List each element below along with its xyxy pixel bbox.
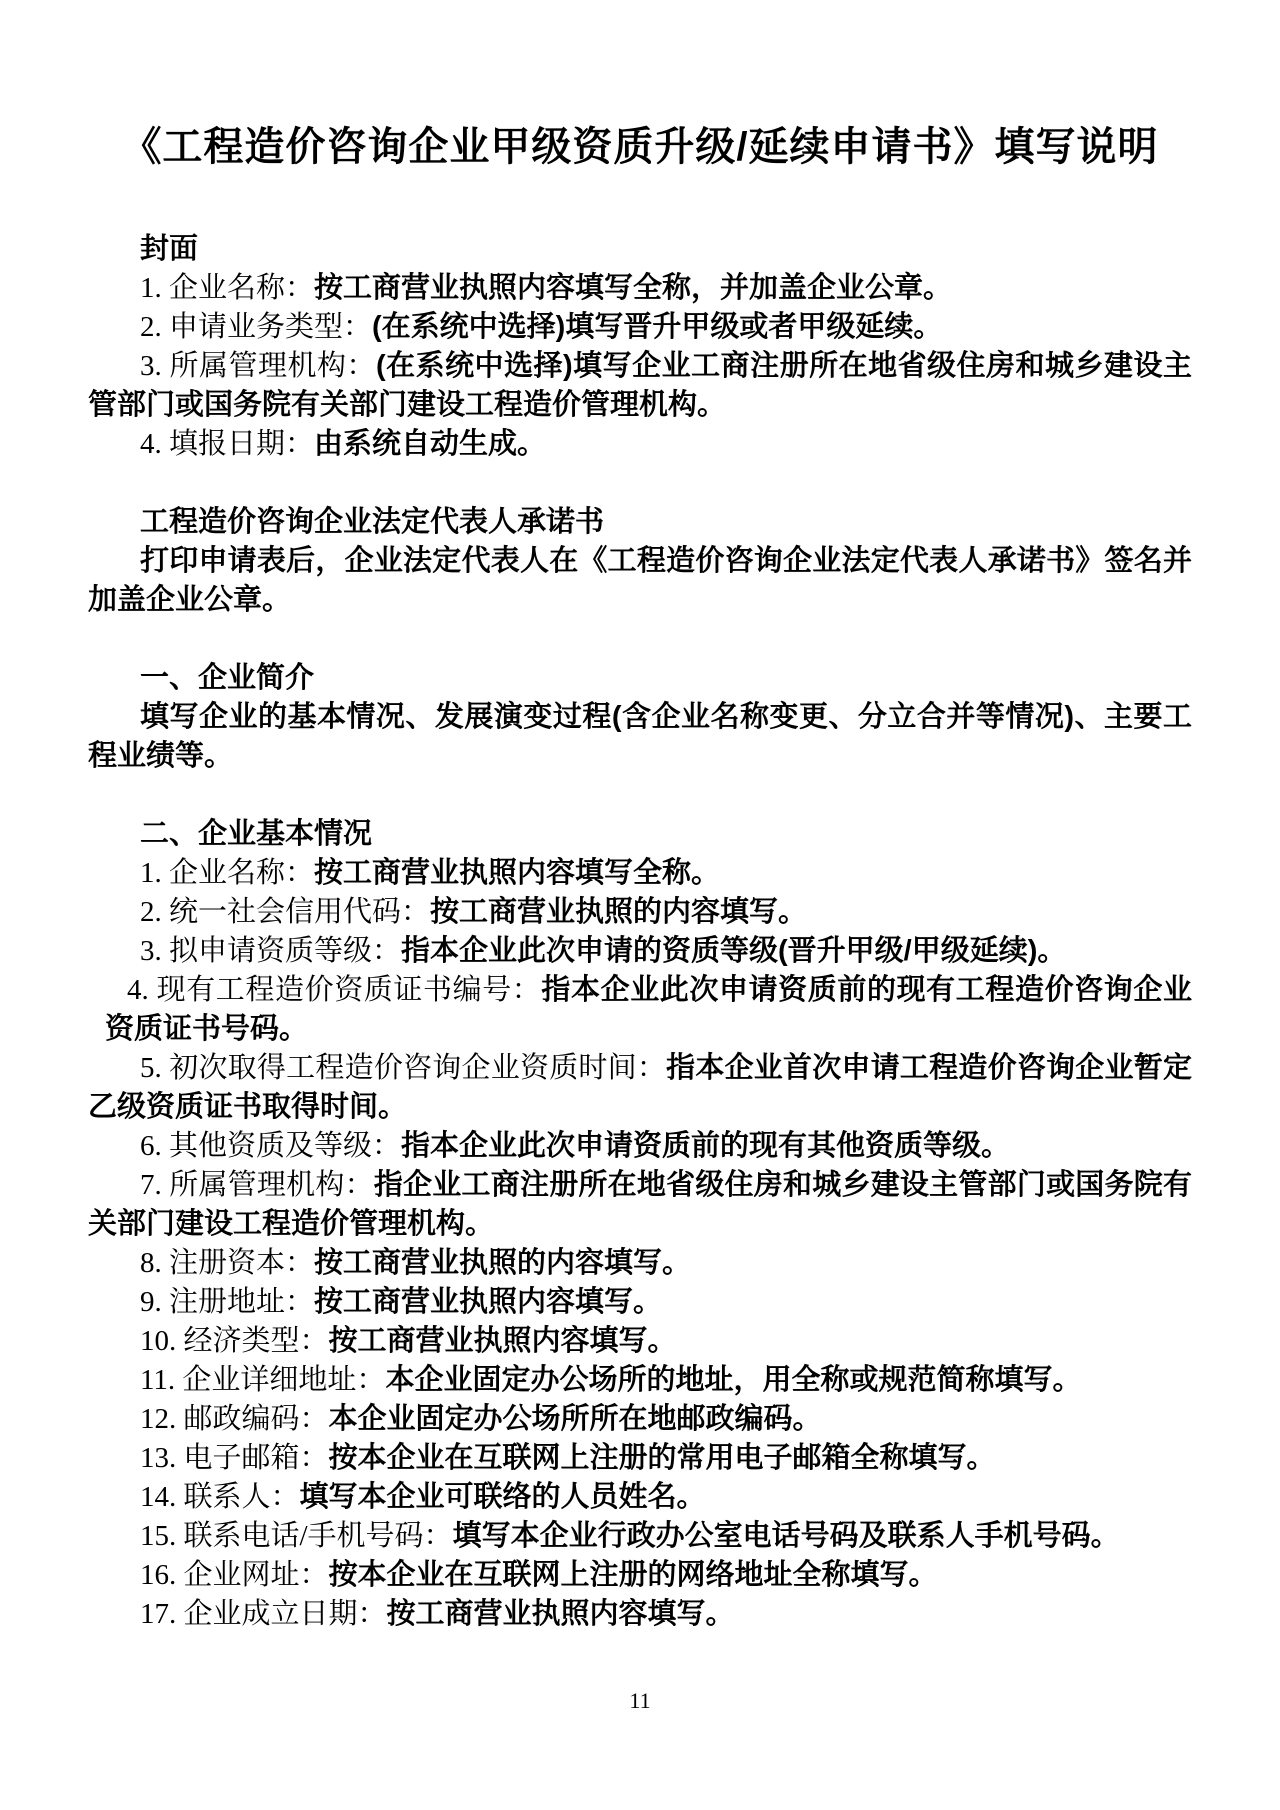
item-label: 15. 联系电话/手机号码： [140, 1520, 453, 1552]
list-item [88, 1361, 1192, 1400]
list-item [88, 1595, 1192, 1634]
item-description: 按工商营业执照的内容填写。 [430, 896, 808, 928]
section-heading: 封面 [140, 233, 199, 265]
item-description: 按工商营业执照内容填写全称，并加盖企业公章。 [314, 272, 953, 304]
list-item [88, 1556, 1192, 1595]
list-item [88, 1244, 1192, 1283]
list-item [88, 269, 1192, 308]
paragraph [88, 698, 1192, 776]
list-item [88, 1517, 1192, 1556]
item-label: 13. 电子邮箱： [140, 1442, 329, 1474]
list-item [88, 1049, 1192, 1127]
item-label: 16. 企业网址： [140, 1559, 329, 1591]
item-label: 3. 拟申请资质等级： [140, 935, 402, 967]
item-label: 4. 填报日期： [140, 428, 315, 460]
item-label: 2. 申请业务类型： [140, 311, 373, 343]
paragraph-text: 打印申请表后，企业法定代表人在《工程造价咨询企业法定代表人承诺书》签名并加盖企业公章。 [88, 545, 1192, 616]
list-item [88, 1166, 1192, 1244]
list-item [88, 932, 1192, 971]
item-description: 指本企业此次申请资质前的现有其他资质等级。 [401, 1130, 1011, 1162]
section-heading: 二、企业基本情况 [140, 818, 373, 850]
item-description: 指本企业首次申请工程造价咨询企业暂定乙级资质证书取得时间。 [88, 1052, 1192, 1123]
item-description: 按工商营业执照内容填写全称。 [314, 857, 721, 889]
item-description: 由系统自动生成。 [314, 428, 547, 460]
item-description: 本企业固定办公场所所在地邮政编码。 [328, 1403, 822, 1435]
item-description: (在系统中选择)填写企业工商注册所在地省级住房和城乡建设主管部门或国务院有关部门建设工程造价管理机构。 [88, 350, 1192, 421]
item-description: 指本企业此次申请的资质等级(晋升甲级/甲级延续)。 [401, 935, 1067, 967]
item-description: 填写本企业行政办公室电话号码及联系人手机号码。 [452, 1520, 1120, 1552]
item-label: 11. 企业详细地址： [140, 1364, 386, 1396]
item-description: 按本企业在互联网上注册的网络地址全称填写。 [328, 1559, 938, 1591]
item-label: 5. 初次取得工程造价咨询企业资质时间： [140, 1052, 667, 1084]
item-description: (在系统中选择)填写晋升甲级或者甲级延续。 [372, 311, 943, 343]
item-label: 10. 经济类型： [140, 1325, 329, 1357]
list-item [88, 425, 1192, 464]
item-description: 按工商营业执照内容填写。 [386, 1598, 735, 1630]
paragraph [88, 542, 1192, 620]
list-item [88, 893, 1192, 932]
item-description: 按工商营业执照内容填写。 [314, 1286, 663, 1318]
item-label: 1. 企业名称： [140, 272, 315, 304]
page-title: 《工程造价咨询企业甲级资质升级/延续申请书》填写说明 [121, 125, 1159, 169]
item-label: 7. 所属管理机构： [140, 1169, 374, 1201]
document-body [88, 230, 1192, 1634]
item-description: 按本企业在互联网上注册的常用电子邮箱全称填写。 [328, 1442, 996, 1474]
list-item [88, 308, 1192, 347]
item-label: 14. 联系人： [140, 1481, 300, 1513]
item-label: 8. 注册资本： [140, 1247, 315, 1279]
list-item [88, 971, 1192, 1049]
list-item [88, 1127, 1192, 1166]
item-description: 按工商营业执照内容填写。 [328, 1325, 677, 1357]
page-number: 11 [629, 1688, 651, 1713]
list-item [88, 1283, 1192, 1322]
item-label: 3. 所属管理机构： [140, 350, 376, 382]
item-label: 17. 企业成立日期： [140, 1598, 387, 1630]
list-item [88, 1478, 1192, 1517]
item-label: 12. 邮政编码： [140, 1403, 329, 1435]
item-description: 指企业工商注册所在地省级住房和城乡建设主管部门或国务院有关部门建设工程造价管理机构。 [88, 1169, 1192, 1240]
item-label: 1. 企业名称： [140, 857, 315, 889]
list-item [88, 347, 1192, 425]
item-description: 本企业固定办公场所的地址，用全称或规范简称填写。 [385, 1364, 1082, 1396]
item-description: 指本企业此次申请资质前的现有工程造价咨询企业资质证书号码。 [105, 974, 1192, 1045]
paragraph-text: 填写企业的基本情况、发展演变过程(含企业名称变更、分立合并等情况)、主要工程业绩等。 [88, 701, 1192, 772]
item-description: 按工商营业执照的内容填写。 [314, 1247, 692, 1279]
list-item [88, 1439, 1192, 1478]
item-label: 4. 现有工程造价资质证书编号： [127, 974, 542, 1006]
list-item [88, 1322, 1192, 1361]
list-item [88, 854, 1192, 893]
section-heading: 一、企业简介 [140, 662, 315, 694]
item-label: 6. 其他资质及等级： [140, 1130, 402, 1162]
item-label: 2. 统一社会信用代码： [140, 896, 431, 928]
list-item [88, 1400, 1192, 1439]
item-label: 9. 注册地址： [140, 1286, 315, 1318]
section-heading: 工程造价咨询企业法定代表人承诺书 [140, 506, 605, 538]
item-description: 填写本企业可联络的人员姓名。 [299, 1481, 706, 1513]
